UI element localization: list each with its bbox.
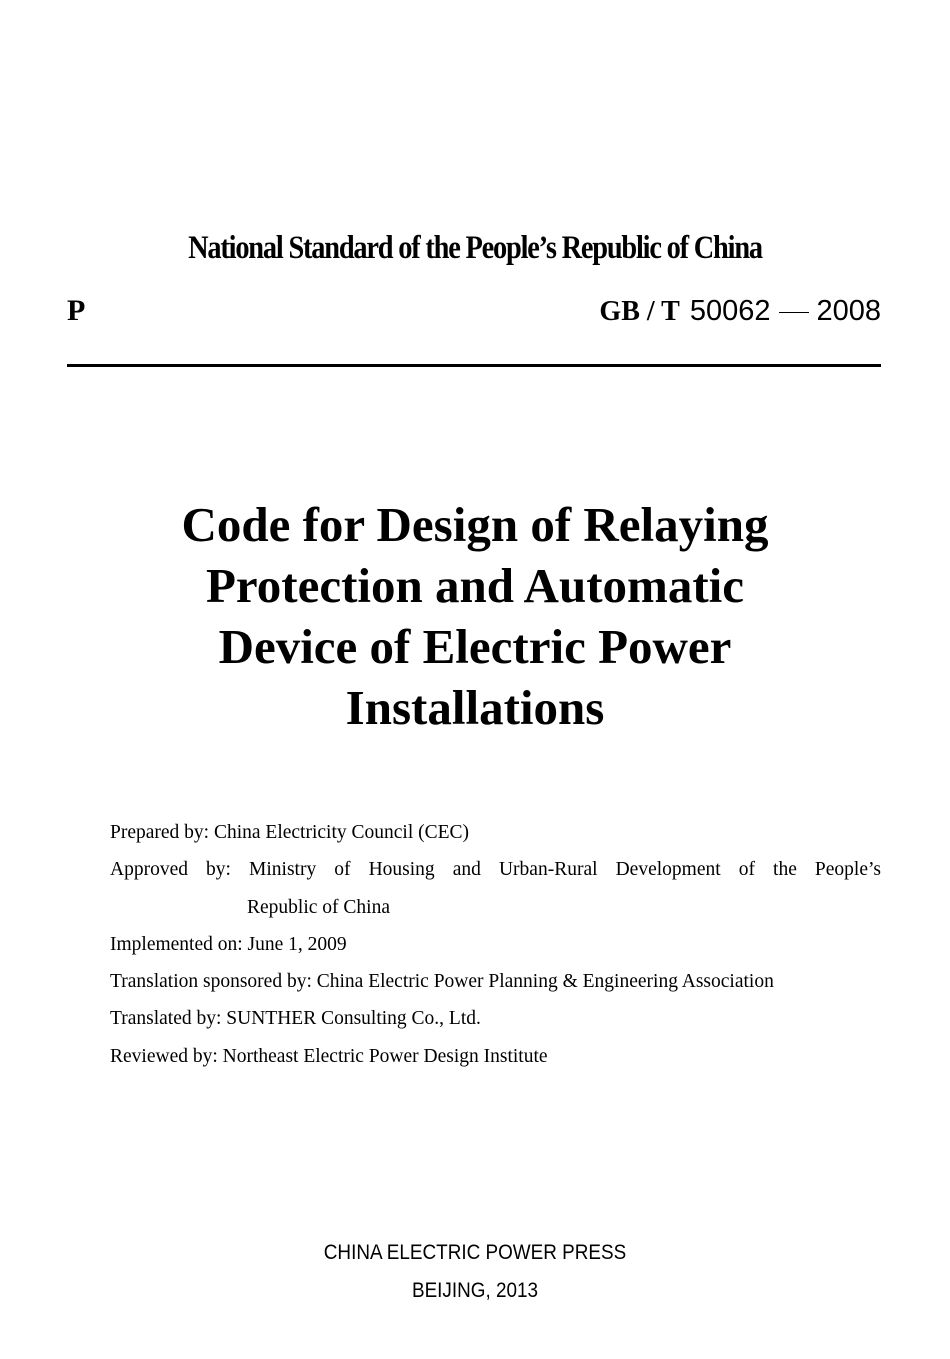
approved-by-continued: Republic of China bbox=[247, 896, 390, 918]
standard-year: 2008 bbox=[816, 295, 881, 327]
title-line: Device of Electric Power bbox=[218, 619, 732, 674]
title-line: Code for Design of Relaying bbox=[181, 497, 769, 552]
standard-code: 50062 bbox=[689, 295, 771, 327]
category-letter: P bbox=[67, 294, 86, 327]
title-line: Protection and Automatic bbox=[205, 558, 745, 613]
standard-dash bbox=[779, 312, 809, 314]
standard-number bbox=[599, 293, 881, 334]
document-title bbox=[100, 494, 850, 738]
standard-title: National Standard of the People’s Republic of China bbox=[188, 230, 762, 266]
title-line: Installations bbox=[345, 680, 605, 735]
standard-prefix: GB / T bbox=[599, 296, 680, 327]
prepared-by: Prepared by: China Electricity Council (CEC) bbox=[110, 822, 470, 843]
publisher-name: CHINA ELECTRIC POWER PRESS bbox=[323, 1241, 627, 1264]
header-rule bbox=[67, 364, 881, 367]
publisher-block bbox=[48, 1234, 903, 1310]
approved-by: Approved by: Ministry of Housing and Urban-Rural Development of the People’s bbox=[110, 859, 881, 881]
translation-sponsored-by: Translation sponsored by: China Electric Power Planning & Engineering Association bbox=[110, 971, 774, 993]
reviewed-by: Reviewed by: Northeast Electric Power Design Institute bbox=[110, 1045, 548, 1067]
credits-block bbox=[110, 814, 881, 1075]
publisher-place-year: BEIJING, 2013 bbox=[411, 1279, 539, 1302]
implemented-on: Implemented on: June 1, 2009 bbox=[110, 933, 347, 955]
translated-by: Translated by: SUNTHER Consulting Co., Ltd. bbox=[110, 1008, 481, 1030]
